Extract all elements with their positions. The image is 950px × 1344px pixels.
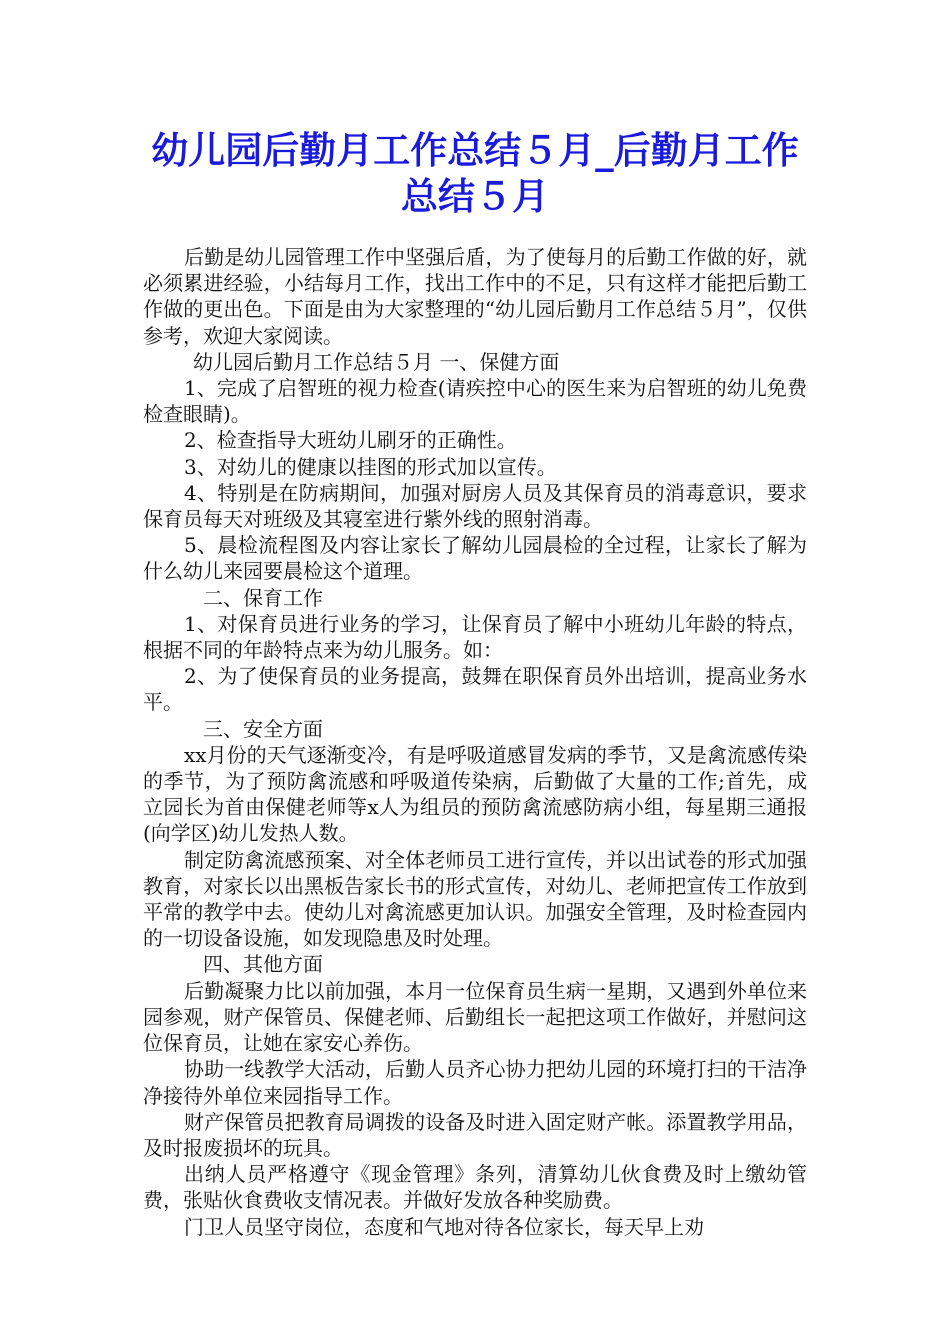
paragraph: xx月份的天气逐渐变冷，有是呼吸道感冒发病的季节，又是禽流感传染的季节，为了预防禽流感和呼吸道传染病，后勤做了大量的工作;首先，成立园长为首由保健老师等x人为组员的预防禽流感防病小组，每星期三通报(向学区)幼儿发热人数。 [143,742,807,846]
paragraph: 后勤是幼儿园管理工作中坚强后盾，为了使每月的后勤工作做的好，就必须累进经验，小结每月工作，找出工作中的不足，只有这样才能把后勤工作做的更出色。下面是由为大家整理的“幼儿园后勤月工作总结５月”，仅供参考，欢迎大家阅读。 [143,245,807,348]
paragraph: 制定防禽流感预案、对全体老师员工进行宣传，并以出试卷的形式加强教育，对家长以出黑板告家长书的形式宣传，对幼儿、老师把宣传工作放到平常的教学中去。使幼儿对禽流感更加认识。加强安全管理，及时检查园内的一切设备设施，如发现隐患及时处理。 [143,847,807,951]
paragraph: 2、为了使保育员的业务提高，鼓舞在职保育员外出培训，提高业务水平。 [143,664,807,715]
paragraph: 2、检查指导大班幼儿刷牙的正确性。 [184,428,517,453]
paragraph: 3、对幼儿的健康以挂图的形式加以宣传。 [184,454,557,479]
paragraph: 后勤凝聚力比以前加强，本月一位保育员生病一星期，又遇到外单位来园参观，财产保管员、保健老师、后勤组长一起把这项工作做好，并慰问这位保育员，让她在家安心养伤。 [143,978,807,1056]
paragraph: 协助一线教学大活动，后勤人员齐心协力把幼儿园的环境打扫的干洁净净接待外单位来园指导工作。 [143,1057,807,1108]
paragraph: 5、晨检流程图及内容让家长了解幼儿园晨检的全过程，让家长了解为什么幼儿来园要晨检这个道理。 [143,533,807,584]
paragraph: 门卫人员坚守岗位，态度和气地对待各位家长，每天早上劝 [184,1214,704,1239]
section-heading: 二、保育工作 [203,585,323,610]
section-heading: 四、其他方面 [203,952,323,977]
document-body [143,244,807,1240]
paragraph: 4、特别是在防病期间，加强对厨房人员及其保育员的消毒意识，要求保育员每天对班级及其寝室进行紫外线的照射消毒。 [143,480,807,532]
section-subtitle: 幼儿园后勤月工作总结５月 一、保健方面 [193,349,560,374]
section-heading: 三、安全方面 [203,716,323,741]
paragraph: 1、对保育员进行业务的学习，让保育员了解中小班幼儿年龄的特点，根据不同的年龄特点来为幼儿服务。如： [143,611,807,663]
paragraph: 1、完成了启智班的视力检查(请疾控中心的医生来为启智班的幼儿免费检查眼睛)。 [143,376,807,427]
paragraph: 出纳人员严格遵守《现金管理》条列，清算幼儿伙食费及时上缴幼管费，张贴伙食费收支情况表。并做好发放各种奖励费。 [143,1162,807,1213]
paragraph: 财产保管员把教育局调拨的设备及时进入固定财产帐。添置教学用品，及时报废损坏的玩具。 [143,1109,807,1160]
document-title: 幼儿园后勤月工作总结５月_后勤月工作总结５月 [151,129,799,218]
